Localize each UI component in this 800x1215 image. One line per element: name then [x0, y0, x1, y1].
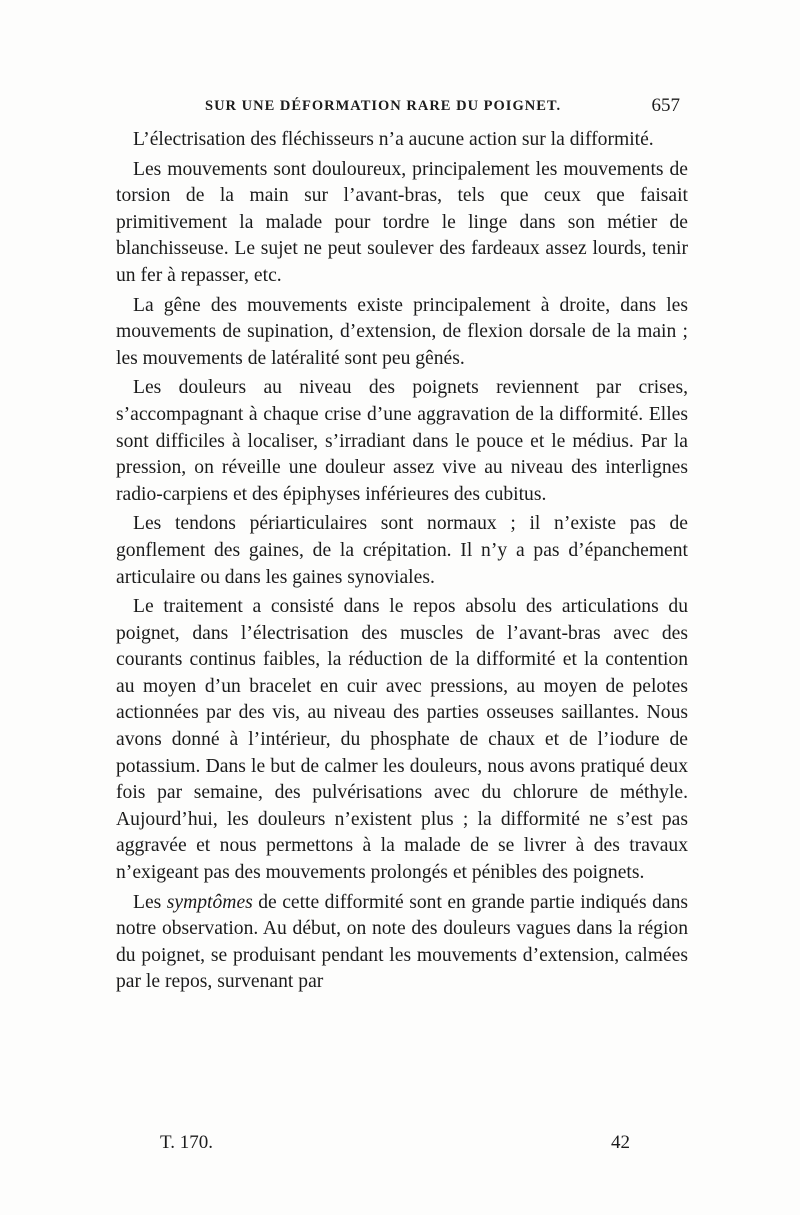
- paragraph: Le traitement a consisté dans le repos absolu des articulations du poignet, dans l’électrisation des muscles de l’avant-bras avec des courants continus faibles, la réduction de la difformité et la contention au moyen d’un bracelet en cuir avec pressions, au moyen de pelotes actionnées par des vis, au niveau des parties osseuses saillantes. Nous avons donné à l’intérieur, du phosphate de chaux et de l’iodure de potassium. Dans le but de calmer les douleurs, nous avons pratiqué deux fois par semaine, des pulvérisations avec du chlorure de méthyle. Aujourd’hui, les douleurs n’existent plus ; la difformité ne s’est pas aggravée et nous permettons à la malade de se livrer à des travaux n’exigeant pas des mouvements prolongés et pénibles des poignets.: [116, 596, 688, 884]
- signature-mark: T. 170.: [160, 1132, 213, 1153]
- paragraph: L’électrisation des fléchisseurs n’a aucune action sur la difformité.: [133, 129, 654, 150]
- sheet-number: 42: [611, 1132, 630, 1153]
- paragraph: La gêne des mouvements existe principalement à droite, dans les mouvements de supination, d’extension, de flexion dorsale de la main ; les mouvements de latéralité sont peu gênés.: [116, 294, 688, 369]
- running-title: SUR UNE DÉFORMATION RARE DU POIGNET.: [205, 98, 562, 114]
- page-footer: [160, 1129, 630, 1157]
- body-text: [116, 127, 688, 996]
- paragraph: Les douleurs au niveau des poignets reviennent par crises, s’accompagnant à chaque crise d’une aggravation de la difformité. Elles sont difficiles à localiser, s’irradiant dans le pouce et le médius. Par la pression, on réveille une douleur assez vive au niveau des interlignes radio-carpiens et des épiphyses inférieures des cubitus.: [116, 377, 688, 505]
- paragraph-text: Les: [133, 891, 167, 913]
- paragraph: Les mouvements sont douloureux, principalement les mouvements de torsion de la main sur l’avant-bras, tels que ceux que faisait primitivement la malade pour tordre le linge dans son métier de blanchisseuse. Le sujet ne peut soulever des fardeaux assez lourds, tenir un fer à repasser, etc.: [116, 158, 688, 286]
- paragraph: [116, 890, 688, 996]
- paragraph: Les tendons périarticulaires sont normaux ; il n’existe pas de gonflement des gaines, de la crépitation. Il n’y a pas d’épanchement articulaire ou dans les gaines synoviales.: [116, 513, 688, 588]
- emphasis-symptomes: symptômes: [166, 891, 253, 913]
- page-header: [205, 93, 680, 119]
- page-number: 657: [651, 95, 680, 116]
- paragraph-text: de cette difformité sont en grande partie indiqués dans notre observation. Au début, on note des douleurs vagues dans la région du poignet, se produisant pendant les mouvements d’extension, calmées par le repos, survenant par: [116, 891, 688, 993]
